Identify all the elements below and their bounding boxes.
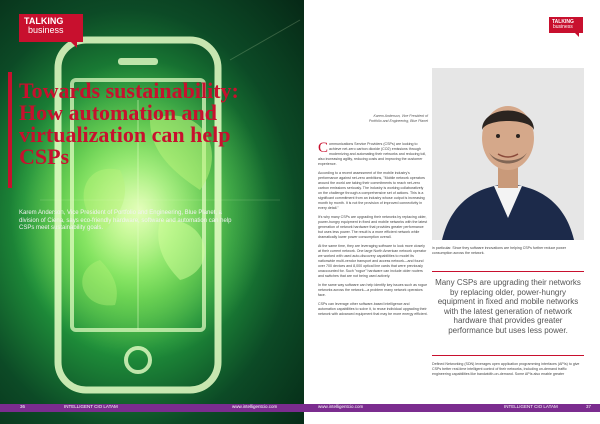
body-paragraph-1-text: ommunications Service Providers (CSPs) are looking to achieve net-zero carbon dioxide (CO2) emissions through modernizing and automating their networks and reducing toil, also increasing agility, reducing costs and improving the customer experience. — [318, 142, 427, 166]
website-url-right[interactable]: www.intelligentcio.com — [318, 404, 364, 409]
pull-quote-rule-top — [432, 271, 584, 272]
body-paragraph-1 — [318, 142, 428, 167]
publication-name-left: INTELLIGENT CIO LATAM — [64, 404, 118, 409]
body-paragraph-5: In the same way software can help identify key issues such as rogue networks across the network—a problem many network operators face. — [318, 283, 428, 297]
website-url-left[interactable]: www.intelligentcio.com — [232, 404, 278, 409]
brand-logo-line1: TALKING — [24, 16, 64, 26]
brand-logo-small — [549, 17, 583, 33]
article-title: Towards sustainability: How automation and virtualization can help CSPs — [19, 78, 239, 169]
right-page — [304, 0, 600, 424]
brand-logo-small-line1: TALKING — [552, 19, 574, 25]
pull-quote: Many CSPs are upgrading their networks by replacing older, power-hungry equipment in fixed and mobile networks with the latest generation of network hardware that provides greater performance but uses less power. — [435, 278, 581, 335]
brand-logo-tail — [71, 42, 77, 48]
body-column-2: in particular. Since they software innovations are helping CSPs further reduce power consumption across the network. — [432, 246, 567, 255]
brand-logo-line2: business — [28, 25, 64, 35]
headline-accent-bar — [8, 72, 12, 188]
body-paragraph-6: CSPs can leverage other software-based intelligence and automation capabilities to solve it, to reuse individual upgrading their network with advanced equipment that may be more energy efficient. — [318, 302, 428, 316]
author-photo — [432, 68, 584, 240]
drop-cap: C — [318, 140, 329, 156]
body-column-3: Defined Networking (SDN) leverages open application programming interfaces (APIs) to give CSPs better real-time intelligent control of their networks, including on-demand traffic engineering capabilities like bandwidth-on-demand. Some APIs also enable greater — [432, 362, 580, 376]
brand-logo-small-line2: business — [553, 24, 573, 30]
pull-quote-rule-bottom — [432, 355, 584, 356]
body-paragraph-4: At the same time, they are leveraging software to look more closely at their current network. One large North American network operator we worked with used auto-discovery capabilities to model its nationwide multi-vendor transport and access network—and found over 700 devices and 8,000 optical line cards that were previously unaccounted for. Such "rogue" hardware can include older routers and switches that are not being used actively. — [318, 244, 427, 278]
publication-name-right: INTELLIGENT CIO LATAM — [504, 404, 558, 409]
photo-caption: Karem Anderson, Vice President of Portfolio and Engineering, Blue Planet — [368, 114, 428, 123]
body-column-1 — [318, 142, 428, 321]
body-paragraph-3: It's why many CSPs are upgrading their networks by replacing older, power-hungry equipment in fixed and mobile networks with the latest generation of network hardware that provides greater performance but uses less power. The result is a more efficient network while dramatically lower power consumption overall. — [318, 215, 428, 239]
article-intro: Karem Anderson, Vice President of Portfolio and Engineering, Blue Planet, a division of Ciena, says eco-friendly hardware, software and automation can help CSPs meet sustainability goals. — [19, 210, 232, 231]
page-number-left: 36 — [20, 404, 26, 409]
body-paragraph-2: According to a recent assessment of the mobile industry's performance against net-zero ambitions, "Mobile network operators around the world are taking their commitments to reach net-zero carbon emissions seriously. The industry is working collaboratively on the challenge through a comprehensive set of actions. This is a significant commitment from an industry whose output is increasing month by month. It is not the provision of improved connectivity in every detail." — [318, 171, 425, 210]
page-number-right: 37 — [586, 404, 592, 409]
brand-logo — [19, 14, 83, 42]
brand-logo-small-tail — [575, 33, 579, 37]
